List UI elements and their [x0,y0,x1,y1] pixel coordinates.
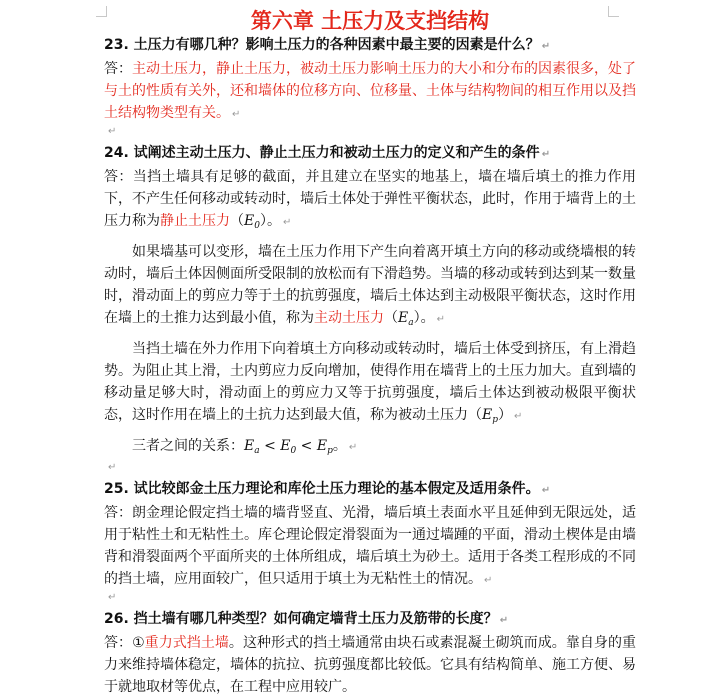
answer-25: 答：朗金理论假定挡土墙的墙背竖直、光滑，墙后填土表面水平且延伸到无限远处，适用于粘性土和无粘性土。库仑理论假定滑裂面为一通过墙踵的平面，滑动土楔体是由墙背和滑裂面两个平面所夹的土体所组成，墙后填土为砂土。适用于各类工程形成的不同的挡土墙，应用面较广，但只适用于填土为无粘性土的情况。 ↵ [104,505,636,587]
paragraph-mark-icon: ↵ [484,575,493,586]
paragraph-mark-icon: ↵ [541,149,551,160]
symbol-E0: $E_0$ [244,213,260,231]
question-26: 26. 挡土墙有哪几种类型？如何确定墙背土压力及筋带的长度？ ↵ [104,611,509,627]
paragraph-mark-icon: ↵ [541,41,551,52]
paragraph-mark-icon: ↵ [514,411,523,422]
term-static-pressure: 静止土压力 [160,213,230,229]
symbol-Ep: $E_p$ [482,407,498,425]
blank-line [104,462,636,478]
paragraph-mark-icon: ↵ [232,109,241,120]
question-25: 25. 试比较郎金土压力理论和库伦土压力理论的基本假定及适用条件。 ↵ [104,481,551,497]
blank-line [104,126,636,142]
paragraph-mark-icon: ↵ [282,217,292,228]
paragraph-mark-icon: ↵ [108,462,117,473]
answer-26: 答：①重力式挡土墙。这种形式的挡土墙通常由块石或素混凝土砌筑而成。靠自身的重力来维持墙体稳定，墙体的抗拉、抗剪强度都比较低。它具有结构简单、施工方便、易于就地取材等优点，在工程中应用较广。 [104,635,636,695]
answer-24-paragraph-1: 答：当挡土墙具有足够的截面，并且建立在坚实的地基上，墙在墙后填土的推力作用下，不产生任何移动或转动时，墙后土体处于弹性平衡状态，此时，作用于墙背上的土压力称为静止土压力$(E_0)$。 ↵ [104,169,637,231]
paragraph-mark-icon: ↵ [348,442,358,453]
chapter-title: 第六章 土压力及支挡结构 [250,9,490,33]
answer-prefix: 答： [104,505,132,521]
symbol-Ea: $E_a$ [398,310,414,328]
paragraph-mark-icon: ↵ [108,126,117,137]
answer-23-text: 主动土压力，静止土压力，被动土压力影响土压力的大小和分布的因素很多，处了与土的性质有关外，还和墙体的位移方向、位移量、土体与结构物间的相互作用以及挡土结构物类型有关。 [104,61,636,121]
answer-24-paragraph-2: 如果墙基可以变形，墙在土压力作用下产生向着离开填土方向的移动或绕墙根的转动时，墙后土体因侧面所受限制的放松而有下滑趋势。当墙的移动或转到达到某一数量时，滑动面上的剪应力等于土的抗剪强度，墙后土体达到主动极限平衡状态，这时作用在墙上的土推力达到最小值，称为主动土压力$(E_a)$。 ↵ [104,244,636,328]
blank-line [104,592,636,608]
answer-prefix: 答： [104,169,133,185]
question-23: 23. 土压力有哪几种？影响土压力的各种因素中最主要的因素是什么？ ↵ [104,37,551,53]
pressure-relation: 三者之间的关系：$E_a < E_0 < E_p$。 ↵ [132,438,358,456]
answer-prefix: 答： [104,635,133,651]
term-active-pressure: 主动土压力 [314,310,384,326]
answer-23 [104,58,636,126]
document-page [104,0,636,698]
paragraph-mark-icon: ↵ [499,615,509,626]
answer-prefix: 答： [104,61,132,77]
term-gravity-wall: 重力式挡土墙 [144,635,229,651]
paragraph-mark-icon: ↵ [108,592,117,603]
answer-24-paragraph-3: 当挡土墙在外力作用下向着填土方向移动或转动时，墙后土体受到挤压，有上滑趋势。为阻止其上滑，土内剪应力反向增加，使得作用在墙背上的土压力加大。直到墙的移动量足够大时，滑动面上的剪应力又等于抗剪强度，墙后土体达到被动极限平衡状态，这时作用在墙上的土抗力达到最大值，称为被动土压力$(E_p)$ ↵ [104,341,636,425]
relation-formula: $E_a < E_0 < E_p$ [244,438,333,456]
paragraph-mark-icon: ↵ [436,314,445,325]
paragraph-mark-icon: ↵ [541,485,551,496]
question-24: 24. 试阐述主动土压力、静止土压力和被动土压力的定义和产生的条件 ↵ [104,145,551,161]
